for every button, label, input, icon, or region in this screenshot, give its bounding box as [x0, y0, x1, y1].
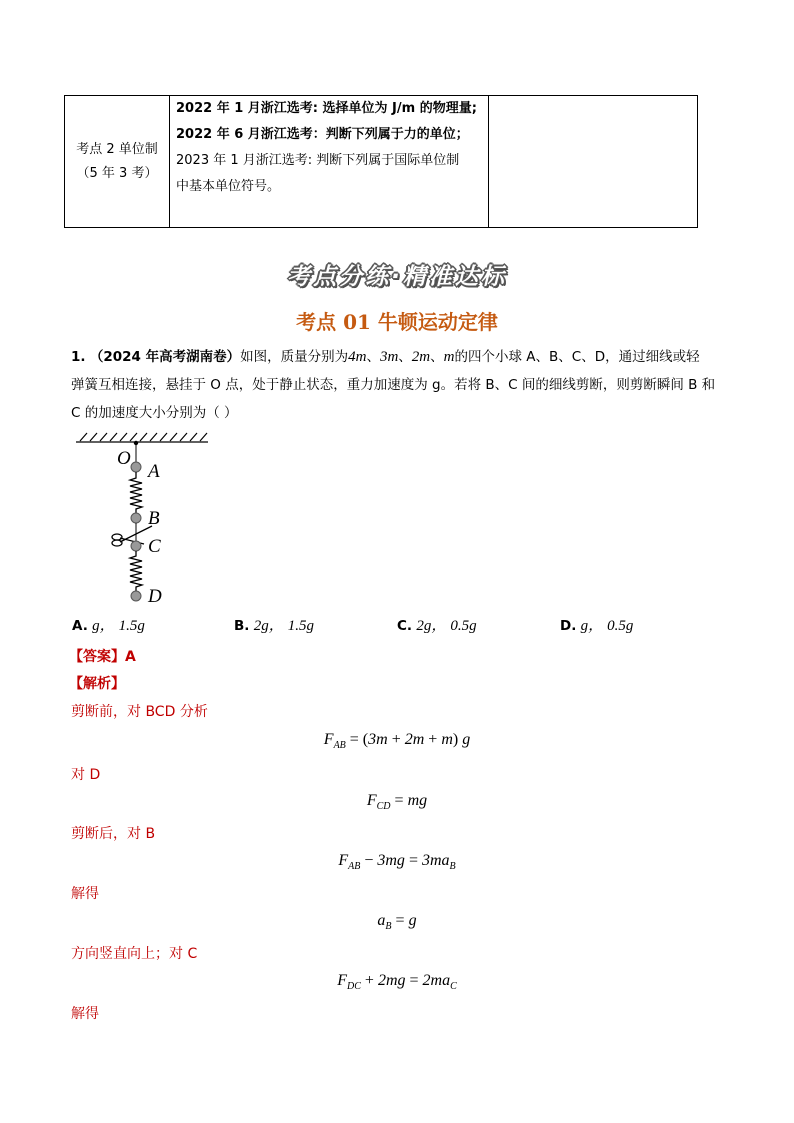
option-value: 1.5g — [118, 618, 145, 634]
label-d: D — [148, 586, 162, 607]
option-value: 2g， — [416, 618, 447, 634]
question-text — [71, 343, 731, 427]
step-text: 解得 — [71, 1006, 99, 1022]
exam-item: 中基本单位符号。 — [176, 179, 281, 194]
mass-1: 4m — [348, 349, 367, 365]
equation-2: $F_{CD}$ = mg — [366, 792, 428, 813]
option-value: 0.5g — [450, 618, 477, 634]
option-value: g， — [92, 618, 115, 634]
step-text: 剪断前，对 BCD 分析 — [71, 704, 208, 720]
option-value: 0.5g — [607, 618, 634, 634]
separator: 、 — [398, 349, 412, 365]
question-number: 1. — [71, 349, 86, 365]
option-c[interactable] — [397, 614, 477, 635]
analysis-label: 【解析】 — [69, 676, 125, 692]
answer-value: A — [125, 649, 136, 665]
option-a[interactable] — [72, 614, 145, 635]
ball-d — [131, 591, 141, 601]
topic-cell — [65, 96, 170, 228]
option-b[interactable] — [234, 614, 314, 635]
equation-4: $a_B = g$ — [377, 912, 417, 933]
mass-2: 3m — [379, 349, 399, 365]
label-o: O — [117, 448, 131, 469]
option-letter: D. — [560, 618, 577, 634]
ceiling-hatch — [76, 433, 208, 442]
option-letter: A. — [72, 618, 88, 634]
exam-table — [64, 95, 698, 228]
option-d[interactable] — [560, 614, 633, 635]
label-a: A — [148, 461, 160, 482]
exam-item: 2022 年 1 月浙江选考: 选择单位为 J/m 的物理量; — [176, 101, 477, 116]
step-text: 对 D — [71, 767, 101, 783]
option-value: 2g， — [253, 618, 284, 634]
question-line-3: C 的加速度大小分别为（ ） — [71, 405, 238, 421]
ball-a — [131, 462, 141, 472]
separator: 、 — [366, 349, 380, 365]
question-part: 如图，质量分别为 — [240, 349, 349, 365]
option-value: g， — [580, 618, 604, 634]
spring-ball-figure — [72, 428, 212, 608]
ball-b — [131, 513, 141, 523]
spring-cd — [130, 551, 142, 591]
answer-line — [69, 646, 136, 666]
label-b: B — [148, 508, 160, 529]
option-letter: C. — [397, 618, 413, 634]
question-source: （2024 年高考湖南卷） — [89, 349, 241, 365]
step-text: 剪断后，对 B — [71, 826, 156, 842]
question-line-2: 弹簧互相连接，悬挂于 O 点，处于静止状态，重力加速度为 g。若将 B、C 间的细线剪断，则剪断瞬间 B 和 — [71, 377, 716, 393]
label-c: C — [148, 536, 161, 557]
ball-c — [131, 541, 141, 551]
equation-5: $F_{DC} + 2mg = 2ma_C$ — [337, 972, 457, 993]
step-text: 解得 — [71, 886, 99, 902]
question-part: 的四个小球 A、B、C、D，通过细线或轻 — [454, 349, 700, 365]
step-text: 方向竖直向上；对 C — [71, 946, 198, 962]
mass-3: 2m — [411, 349, 431, 365]
topic-title: 考点 01 牛顿运动定律 — [296, 310, 498, 334]
spring-ab — [130, 472, 142, 513]
section-banner: 考点分练·精准达标 — [287, 264, 507, 290]
exam-item: 2022 年 6 月浙江选考：判断下列属于力的单位； — [176, 127, 469, 142]
equation-1: $F_{AB} = (3m + 2m + m)$ g — [323, 731, 471, 752]
equation-3: $F_{AB} - 3mg = 3ma_B$ — [338, 852, 456, 873]
empty-cell — [489, 96, 698, 228]
answer-label: 【答案】 — [69, 649, 125, 665]
topic-cell-line1: 考点 2 单位制 — [76, 141, 158, 157]
separator: 、 — [430, 349, 444, 365]
topic-cell-line2: （5 年 3 考） — [76, 165, 158, 181]
exam-items-cell — [170, 96, 489, 228]
option-letter: B. — [234, 618, 250, 634]
option-value: 1.5g — [287, 618, 314, 634]
options-row — [72, 614, 732, 638]
mass-4: m — [443, 349, 455, 365]
exam-item: 2023 年 1 月浙江选考: 判断下列属于国际单位制 — [176, 153, 460, 168]
